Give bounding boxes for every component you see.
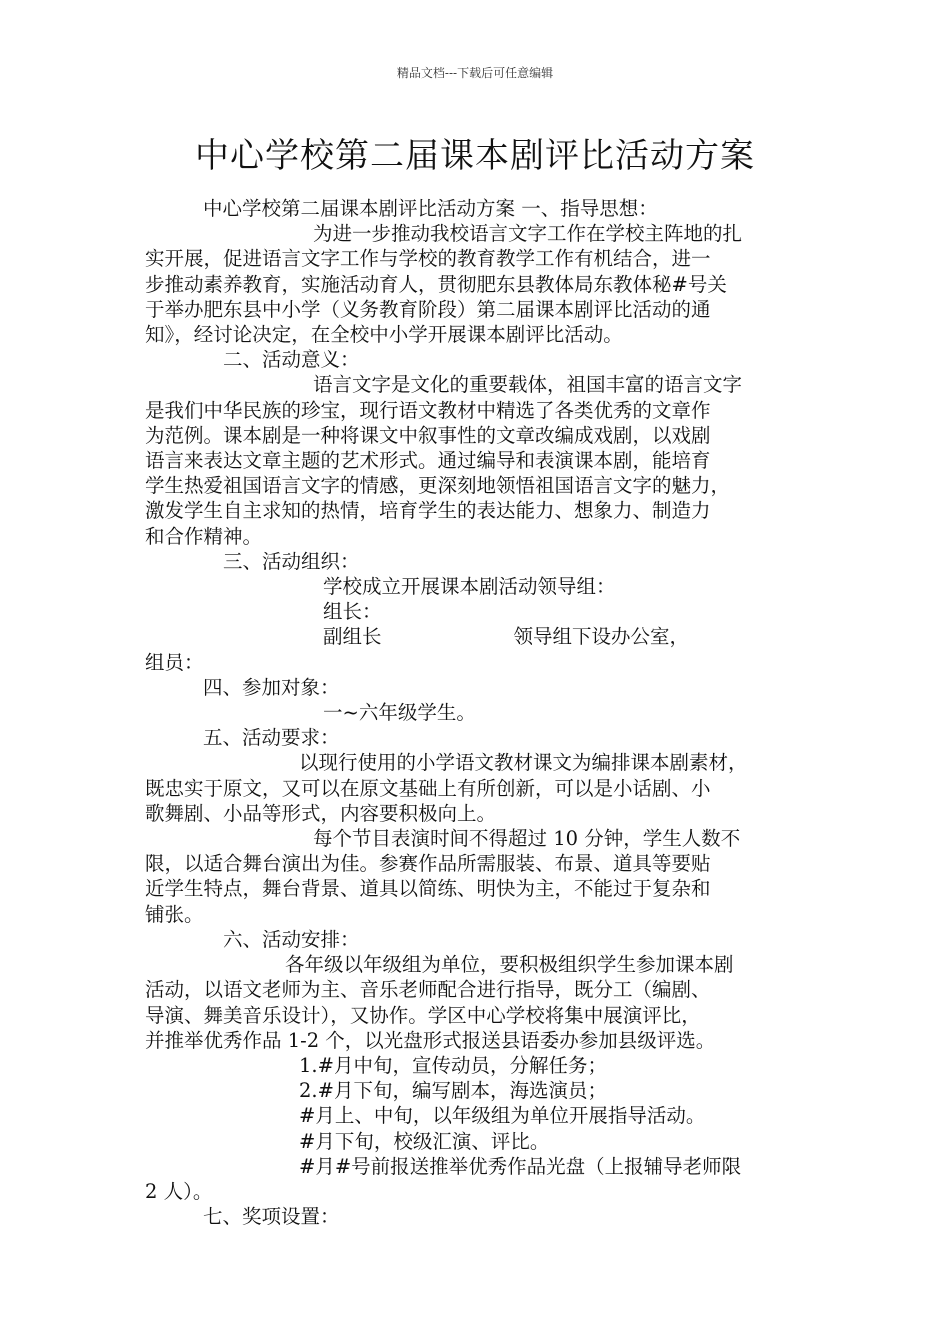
paragraph-line: 每个节目表演时间不得超过 10 分钟，学生人数不 [313,827,741,851]
schedule-item: 1.#月中旬，宣传动员，分解任务； [299,1053,607,1077]
paragraph-line: 2 人）。 [145,1179,213,1203]
section-heading: 三、活动组织： [223,549,360,573]
paragraph-line: 组员： [145,650,204,674]
paragraph-line: 实开展，促进语言文字工作与学校的教育教学工作有机结合，进一 [145,247,711,271]
paragraph-line: 学校成立开展课本剧活动领导组： [323,575,616,599]
paragraph-line: 为范例。课本剧是一种将课文中叙事性的文章改编成戏剧，以戏剧 [145,423,711,447]
paragraph-line: 以现行使用的小学语文教材课文为编排课本剧素材， [299,751,748,775]
section-heading: 二、活动意义： [223,348,360,372]
document-title: 中心学校第二届课本剧评比活动方案 [195,136,755,176]
paragraph-line: 为进一步推动我校语言文字工作在学校主阵地的扎 [313,222,743,246]
paragraph-line: 活动，以语文老师为主、音乐老师配合进行指导，既分工（编剧、 [145,978,711,1002]
office-label: 领导组下设办公室， [513,625,690,649]
paragraph-line: 于举办肥东县中小学（义务教育阶段）第二届课本剧评比活动的通 [145,297,711,321]
paragraph-line: 歌舞剧、小品等形式，内容要积极向上。 [145,801,497,825]
section-heading: 五、活动要求： [203,726,340,750]
paragraph-line: 学生热爱祖国语言文字的情感，更深刻地领悟祖国语言文字的魅力， [145,474,731,498]
paragraph-line: 步推动素养教育，实施活动育人，贯彻肥东县教体局东教体秘#号关 [145,272,727,296]
schedule-item: 2.#月下旬，编写剧本，海选演员； [299,1079,607,1103]
paragraph-line: 限，以适合舞台演出为佳。参赛作品所需服装、布景、道具等要贴 [145,852,711,876]
schedule-item: #月上、中旬，以年级组为单位开展指导活动。 [299,1104,706,1128]
schedule-item: #月下旬，校级汇演、评比。 [299,1129,550,1153]
paragraph-line: 知》，经讨论决定，在全校中小学开展课本剧评比活动。 [145,323,623,347]
section-heading: 六、活动安排： [223,927,360,951]
paragraph-line: 一~六年级学生。 [323,701,476,725]
paragraph-line: 各年级以年级组为单位，要积极组织学生参加课本剧 [285,953,734,977]
section-heading: 七、奖项设置： [203,1205,340,1229]
paragraph-line: 近学生特点，舞台背景、道具以简练、明快为主，不能过于复杂和 [145,877,711,901]
paragraph-line: 并推举优秀作品 1-2 个，以光盘形式报送县语委办参加县级评选。 [145,1028,716,1052]
paragraph-line: 语言文字是文化的重要载体，祖国丰富的语言文字 [313,373,743,397]
paragraph-line: 中心学校第二届课本剧评比活动方案 一、指导思想： [203,197,658,220]
paragraph-line: 语言来表达文章主题的艺术形式。通过编导和表演课本剧，能培育 [145,449,711,473]
paragraph-line: 铺张。 [145,902,204,926]
paragraph-line: 激发学生自主求知的热情，培育学生的表达能力、想象力、制造力 [145,499,711,523]
paragraph-line: 和合作精神。 [145,524,263,548]
paragraph-line: 是我们中华民族的珍宝，现行语文教材中精选了各类优秀的文章作 [145,398,711,422]
page-header: 精品文档---下载后可任意编辑 [396,66,554,80]
schedule-item: #月#号前报送推举优秀作品光盘（上报辅导老师限 [299,1154,742,1178]
deputy-leader-label: 副组长 [323,625,382,649]
paragraph-line [145,624,825,649]
section-heading: 四、参加对象： [203,675,340,699]
paragraph-line: 组长： [323,600,382,624]
paragraph-line: 既忠实于原文，又可以在原文基础上有所创新，可以是小话剧、小 [145,776,711,800]
document-body [145,196,825,1229]
paragraph-line: 导演、舞美音乐设计），又协作。学区中心学校将集中展演评比， [145,1003,701,1027]
